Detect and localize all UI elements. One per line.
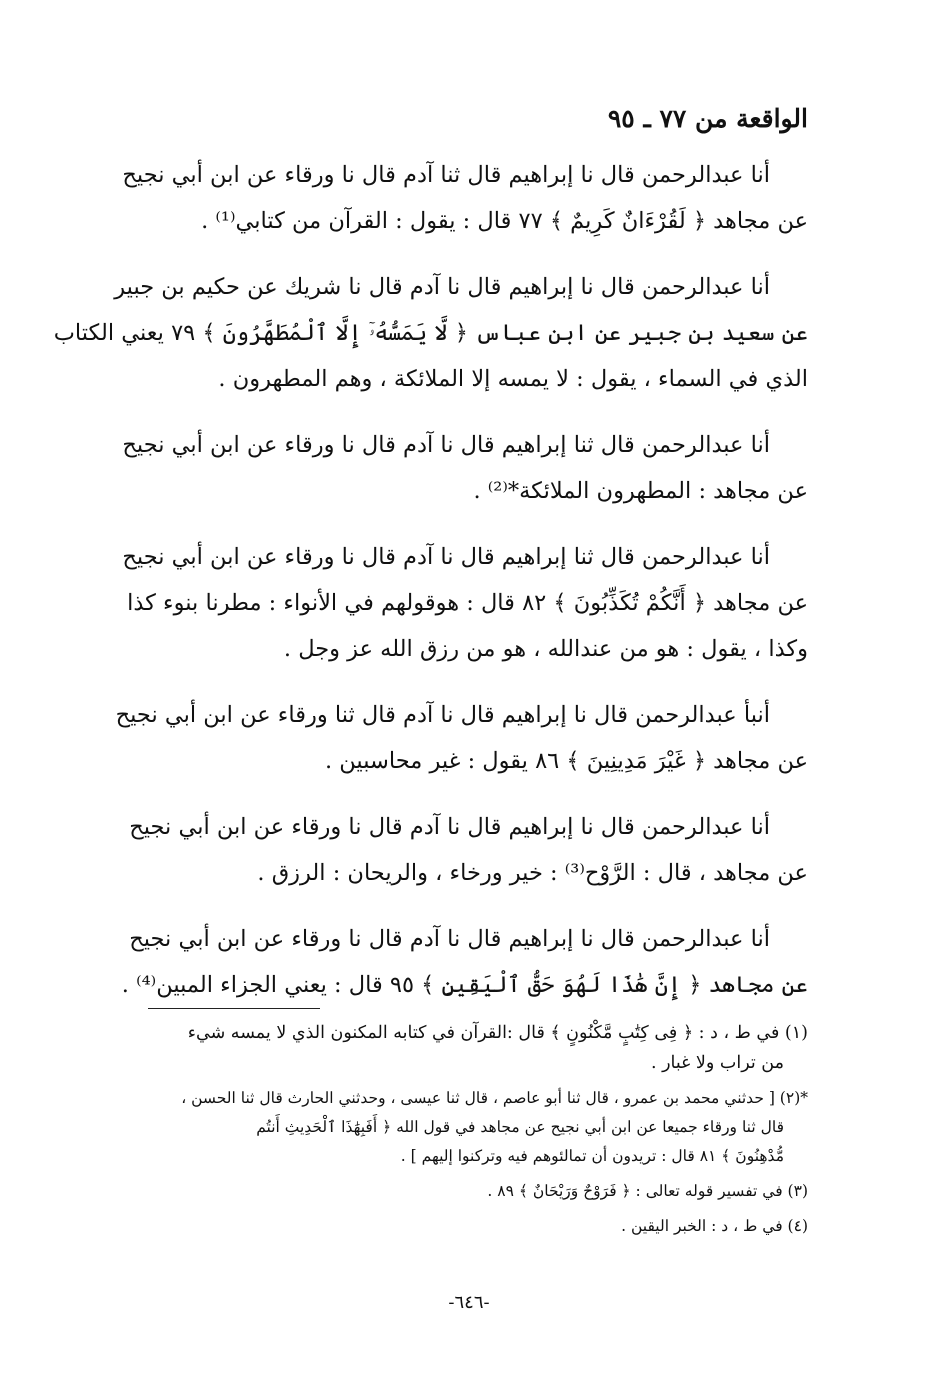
text-line: الذي في السماء ، يقول : لا يمسه إلا الملائكة ، وهم المطهرون . bbox=[218, 366, 808, 392]
paragraph-3 bbox=[118, 422, 808, 514]
paragraph-5 bbox=[115, 692, 808, 784]
text-line: أنا عبدالرحمن قال نا إبراهيم قال نا آدم قال نا ورقاء عن ابن أبي نجيح bbox=[129, 926, 770, 952]
paragraph-4 bbox=[118, 534, 808, 672]
text-line: عن مجاهد ﴿ لَقُرْءَانٌ كَرِيمٌ ﴾ ٧٧ قال : يقول : القرآن من كتابي⁽¹⁾ . bbox=[201, 208, 808, 234]
text-line: أنا عبدالرحمن قال نا إبراهيم قال نا آدم قال نا ورقاء عن ابن أبي نجيح bbox=[129, 814, 770, 840]
footnote-1 bbox=[118, 1018, 808, 1078]
footnote-line: (٤) في ط ، د : الخبر اليقين . bbox=[621, 1217, 808, 1235]
footnote-divider bbox=[148, 1008, 320, 1009]
footnote-line: (١) في ط ، د : ﴿ فِى كِتَٰبٍ مَّكْنُونٍ ﴾ قال :القرآن في كتابه المكنون الذي لا يمسه شيء bbox=[187, 1023, 808, 1043]
text-line: عن مجاهد ﴿ أَنَّكُمْ تُكَذِّبُونَ ﴾ ٨٢ قال : هوقولهم في الأنواء : مطرنا بنوء كذا bbox=[127, 590, 808, 616]
paragraph-1 bbox=[118, 152, 808, 244]
text-line: أنا عبدالرحمن قال نا إبراهيم قال نا آدم قال نا شريك عن حكيم بن جبير bbox=[114, 274, 770, 300]
footnote-2 bbox=[118, 1084, 808, 1171]
text-line: أنبأ عبدالرحمن قال نا إبراهيم قال نا آدم قال ثنا ورقاء عن ابن أبي نجيح bbox=[115, 702, 770, 728]
paragraph-2 bbox=[53, 264, 808, 402]
footnote-line: قال ثنا ورقاء جميعا عن ابن أبي نجيح عن مجاهد في قول الله ﴿ أَفَبِهَٰذَا ٱلْحَدِيثِ أَنتُم bbox=[256, 1118, 784, 1136]
page-number: -٦٤٦- bbox=[448, 1292, 490, 1313]
text-line: أنا عبدالرحمن قال نا إبراهيم قال ثنا آدم قال نا ورقاء عن ابن أبي نجيح bbox=[122, 162, 770, 188]
text-line: وكذا ، يقول : هو من عندالله ، هو من رزق الله عز وجل . bbox=[283, 636, 808, 662]
main-text bbox=[53, 152, 808, 1028]
footnote-line: (٣) في تفسير قوله تعالى : ﴿ فَرَوْحٌ وَرَيْحَانٌ ﴾ ٨٩ . bbox=[487, 1182, 808, 1200]
text-line: عن مجاهد ، قال : الرَّوْح⁽³⁾ : خير ورخاء ، والريحان : الرزق . bbox=[257, 860, 808, 886]
footnote-4 bbox=[118, 1212, 808, 1241]
paragraph-6 bbox=[118, 804, 808, 896]
footnote-3 bbox=[118, 1177, 808, 1206]
footnote-line: من تراب ولا غبار . bbox=[650, 1053, 784, 1073]
text-line: أنا عبدالرحمن قال ثنا إبراهيم قال نا آدم قال نا ورقاء عن ابن أبي نجيح bbox=[122, 432, 770, 458]
text-line: عن مجاهد : المطهرون الملائكة*⁽²⁾ . bbox=[473, 478, 808, 504]
running-header: الواقعة من ٧٧ ـ ٩٥ bbox=[607, 104, 808, 133]
text-line: عن مجاهد ﴿ إِنَّ هَٰذَا لَهُوَ حَقُّ ٱلْيَقِينِ ﴾ ٩٥ قال : يعني الجزاء المبين⁽⁴⁾ . bbox=[121, 972, 808, 998]
footnote-line: مُّدْهِنُونَ ﴾ ٨١ قال : تريدون أن تمالئوهم فيه وتركنوا إليهم ] . bbox=[400, 1147, 784, 1165]
text-line: عن سعيد بن جبير عن ابن عباس ﴿ لَّا يَمَسُّهُۥٓ إِلَّا ٱلْمُطَهَّرُونَ ﴾ ٧٩ يعني الكتاب bbox=[53, 320, 808, 346]
text-line: أنا عبدالرحمن قال ثنا إبراهيم قال نا آدم قال نا ورقاء عن ابن أبي نجيح bbox=[122, 544, 770, 570]
footnotes bbox=[118, 1018, 808, 1247]
text-line: عن مجاهد ﴿ غَيْرَ مَدِينِينَ ﴾ ٨٦ يقول : غير محاسبين . bbox=[325, 748, 808, 774]
paragraph-7 bbox=[118, 916, 808, 1008]
footnote-line: *(٢) [ حدثني محمد بن عمرو ، قال ثنا أبو عاصم ، قال ثنا عيسى ، وحدثني الحارث قال ثنا الحسن ، bbox=[181, 1089, 808, 1107]
